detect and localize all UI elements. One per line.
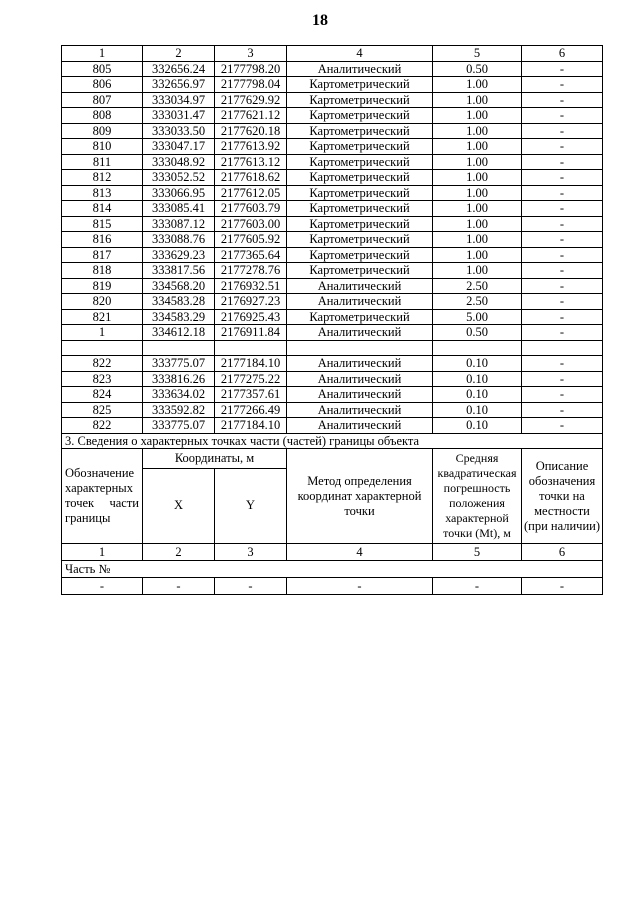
method-cell: Картометрический bbox=[287, 185, 433, 201]
header-coordinates: Координаты, м bbox=[143, 449, 287, 469]
table-row bbox=[62, 356, 603, 372]
method-cell: Аналитический bbox=[287, 356, 433, 372]
coord-x-cell: 333592.82 bbox=[143, 402, 215, 418]
coord-y-cell: 2177618.62 bbox=[215, 170, 287, 186]
column-number: 4 bbox=[287, 46, 433, 62]
point-number-cell: 824 bbox=[62, 387, 143, 403]
coord-y-cell: 2177184.10 bbox=[215, 356, 287, 372]
coord-y-cell: 2177603.79 bbox=[215, 201, 287, 217]
coord-y-cell: 2176925.43 bbox=[215, 309, 287, 325]
empty-cell bbox=[62, 340, 143, 356]
coord-x-cell: 333033.50 bbox=[143, 123, 215, 139]
coord-y-cell: 2177612.05 bbox=[215, 185, 287, 201]
point-number-cell: 813 bbox=[62, 185, 143, 201]
point-number-cell: 811 bbox=[62, 154, 143, 170]
description-cell: - bbox=[522, 154, 603, 170]
coord-y-cell: 2177275.22 bbox=[215, 371, 287, 387]
dash-cell: - bbox=[215, 578, 287, 595]
mt-value-cell: 0.50 bbox=[433, 61, 522, 77]
mt-value-cell: 1.00 bbox=[433, 247, 522, 263]
coord-x-cell: 333034.97 bbox=[143, 92, 215, 108]
mt-value-cell: 1.00 bbox=[433, 77, 522, 93]
table-row bbox=[62, 309, 603, 325]
table-row bbox=[62, 278, 603, 294]
method-cell: Картометрический bbox=[287, 123, 433, 139]
coord-x-cell: 333088.76 bbox=[143, 232, 215, 248]
point-number-cell: 810 bbox=[62, 139, 143, 155]
mt-value-cell: 1.00 bbox=[433, 108, 522, 124]
dash-cell: - bbox=[287, 578, 433, 595]
coord-x-cell: 333031.47 bbox=[143, 108, 215, 124]
coord-x-cell: 333816.26 bbox=[143, 371, 215, 387]
empty-cell bbox=[215, 340, 287, 356]
coord-y-cell: 2177278.76 bbox=[215, 263, 287, 279]
coord-x-cell: 333817.56 bbox=[143, 263, 215, 279]
column-number: 1 bbox=[62, 46, 143, 62]
description-cell: - bbox=[522, 263, 603, 279]
point-number-cell: 819 bbox=[62, 278, 143, 294]
point-number-cell: 814 bbox=[62, 201, 143, 217]
mt-value-cell: 2.50 bbox=[433, 294, 522, 310]
point-number-cell: 815 bbox=[62, 216, 143, 232]
description-cell: - bbox=[522, 170, 603, 186]
coord-x-cell: 333052.52 bbox=[143, 170, 215, 186]
column-number: 6 bbox=[522, 544, 603, 561]
coord-y-cell: 2177603.00 bbox=[215, 216, 287, 232]
empty-cell bbox=[433, 340, 522, 356]
method-cell: Картометрический bbox=[287, 247, 433, 263]
coord-x-cell: 333775.07 bbox=[143, 356, 215, 372]
column-number: 2 bbox=[143, 544, 215, 561]
mt-value-cell: 0.10 bbox=[433, 387, 522, 403]
method-cell: Картометрический bbox=[287, 77, 433, 93]
table-row bbox=[62, 387, 603, 403]
point-number-cell: 809 bbox=[62, 123, 143, 139]
description-cell: - bbox=[522, 356, 603, 372]
table-row bbox=[62, 294, 603, 310]
method-cell: Картометрический bbox=[287, 263, 433, 279]
mt-value-cell: 1.00 bbox=[433, 123, 522, 139]
header-y: Y bbox=[215, 468, 287, 543]
coord-y-cell: 2177621.12 bbox=[215, 108, 287, 124]
dash-cell: - bbox=[522, 578, 603, 595]
header-x: X bbox=[143, 468, 215, 543]
mt-value-cell: 0.10 bbox=[433, 418, 522, 434]
description-cell: - bbox=[522, 185, 603, 201]
description-cell: - bbox=[522, 92, 603, 108]
method-cell: Картометрический bbox=[287, 309, 433, 325]
table-row bbox=[62, 232, 603, 248]
method-cell: Аналитический bbox=[287, 418, 433, 434]
point-number-cell: 807 bbox=[62, 92, 143, 108]
section-3-title: 3. Сведения о характерных точках части (частей) границы объекта bbox=[62, 433, 603, 449]
header-mt: Средняя квадратическая погрешность положения характерной точки (Mt), м bbox=[433, 449, 522, 544]
coord-y-cell: 2177798.04 bbox=[215, 77, 287, 93]
point-number-cell: 808 bbox=[62, 108, 143, 124]
empty-separator-row bbox=[62, 340, 603, 356]
mt-value-cell: 1.00 bbox=[433, 263, 522, 279]
description-cell: - bbox=[522, 61, 603, 77]
description-cell: - bbox=[522, 232, 603, 248]
column-number: 3 bbox=[215, 544, 287, 561]
coord-x-cell: 334583.28 bbox=[143, 294, 215, 310]
coord-x-cell: 334612.18 bbox=[143, 325, 215, 341]
mt-value-cell: 5.00 bbox=[433, 309, 522, 325]
empty-cell bbox=[287, 340, 433, 356]
description-cell: - bbox=[522, 402, 603, 418]
method-cell: Аналитический bbox=[287, 402, 433, 418]
table-row bbox=[62, 154, 603, 170]
coord-y-cell: 2176911.84 bbox=[215, 325, 287, 341]
coord-x-cell: 333629.23 bbox=[143, 247, 215, 263]
method-cell: Картометрический bbox=[287, 139, 433, 155]
description-cell: - bbox=[522, 418, 603, 434]
dash-cell: - bbox=[62, 578, 143, 595]
header-method: Метод определения координат характерной точки bbox=[287, 449, 433, 544]
point-number-cell: 825 bbox=[62, 402, 143, 418]
method-cell: Аналитический bbox=[287, 387, 433, 403]
point-number-cell: 822 bbox=[62, 356, 143, 372]
page-number: 18 bbox=[312, 12, 328, 29]
column-number: 5 bbox=[433, 544, 522, 561]
coord-x-cell: 334568.20 bbox=[143, 278, 215, 294]
coord-y-cell: 2176927.23 bbox=[215, 294, 287, 310]
description-cell: - bbox=[522, 139, 603, 155]
point-number-cell: 817 bbox=[62, 247, 143, 263]
column-number-row bbox=[62, 46, 603, 62]
description-cell: - bbox=[522, 309, 603, 325]
method-cell: Картометрический bbox=[287, 201, 433, 217]
mt-value-cell: 1.00 bbox=[433, 185, 522, 201]
description-cell: - bbox=[522, 325, 603, 341]
coord-x-cell: 333048.92 bbox=[143, 154, 215, 170]
point-number-cell: 806 bbox=[62, 77, 143, 93]
column-number: 2 bbox=[143, 46, 215, 62]
section-3-header-row-1 bbox=[62, 449, 603, 469]
header-designation: Обозначение характерных точек части границы bbox=[62, 449, 143, 544]
mt-value-cell: 1.00 bbox=[433, 139, 522, 155]
point-number-cell: 812 bbox=[62, 170, 143, 186]
method-cell: Аналитический bbox=[287, 294, 433, 310]
method-cell: Картометрический bbox=[287, 170, 433, 186]
method-cell: Аналитический bbox=[287, 278, 433, 294]
table-row bbox=[62, 61, 603, 77]
mt-value-cell: 1.00 bbox=[433, 216, 522, 232]
table-row bbox=[62, 371, 603, 387]
description-cell: - bbox=[522, 278, 603, 294]
mt-value-cell: 0.50 bbox=[433, 325, 522, 341]
coord-y-cell: 2177184.10 bbox=[215, 418, 287, 434]
table-row bbox=[62, 247, 603, 263]
coord-y-cell: 2177605.92 bbox=[215, 232, 287, 248]
table-row bbox=[62, 418, 603, 434]
empty-cell bbox=[522, 340, 603, 356]
coord-y-cell: 2177613.92 bbox=[215, 139, 287, 155]
description-cell: - bbox=[522, 108, 603, 124]
coord-y-cell: 2177613.12 bbox=[215, 154, 287, 170]
coord-y-cell: 2177266.49 bbox=[215, 402, 287, 418]
mt-value-cell: 1.00 bbox=[433, 154, 522, 170]
coord-y-cell: 2177629.92 bbox=[215, 92, 287, 108]
coord-x-cell: 333066.95 bbox=[143, 185, 215, 201]
table-row bbox=[62, 185, 603, 201]
table-row bbox=[62, 263, 603, 279]
table-row bbox=[62, 77, 603, 93]
method-cell: Картометрический bbox=[287, 216, 433, 232]
part-number-label: Часть № bbox=[62, 561, 603, 578]
point-number-cell: 805 bbox=[62, 61, 143, 77]
section-3-column-number-row bbox=[62, 544, 603, 561]
column-number: 1 bbox=[62, 544, 143, 561]
column-number: 6 bbox=[522, 46, 603, 62]
coord-x-cell: 334583.29 bbox=[143, 309, 215, 325]
table-row bbox=[62, 216, 603, 232]
description-cell: - bbox=[522, 123, 603, 139]
description-cell: - bbox=[522, 201, 603, 217]
point-number-cell: 818 bbox=[62, 263, 143, 279]
method-cell: Аналитический bbox=[287, 61, 433, 77]
coord-x-cell: 332656.24 bbox=[143, 61, 215, 77]
description-cell: - bbox=[522, 371, 603, 387]
table-row bbox=[62, 92, 603, 108]
coord-y-cell: 2177798.20 bbox=[215, 61, 287, 77]
table-row bbox=[62, 170, 603, 186]
coord-x-cell: 333087.12 bbox=[143, 216, 215, 232]
point-number-cell: 1 bbox=[62, 325, 143, 341]
empty-cell bbox=[143, 340, 215, 356]
method-cell: Картометрический bbox=[287, 232, 433, 248]
column-number: 5 bbox=[433, 46, 522, 62]
mt-value-cell: 0.10 bbox=[433, 402, 522, 418]
description-cell: - bbox=[522, 247, 603, 263]
section-3-title-row bbox=[62, 433, 603, 449]
method-cell: Аналитический bbox=[287, 325, 433, 341]
point-number-cell: 816 bbox=[62, 232, 143, 248]
coord-y-cell: 2177365.64 bbox=[215, 247, 287, 263]
section-3-data-row bbox=[62, 578, 603, 595]
dash-cell: - bbox=[143, 578, 215, 595]
method-cell: Картометрический bbox=[287, 154, 433, 170]
coord-y-cell: 2176932.51 bbox=[215, 278, 287, 294]
dash-cell: - bbox=[433, 578, 522, 595]
table-row bbox=[62, 123, 603, 139]
description-cell: - bbox=[522, 216, 603, 232]
table-row bbox=[62, 108, 603, 124]
mt-value-cell: 1.00 bbox=[433, 92, 522, 108]
point-number-cell: 822 bbox=[62, 418, 143, 434]
table-row bbox=[62, 139, 603, 155]
mt-value-cell: 2.50 bbox=[433, 278, 522, 294]
column-number: 4 bbox=[287, 544, 433, 561]
method-cell: Картометрический bbox=[287, 92, 433, 108]
point-number-cell: 823 bbox=[62, 371, 143, 387]
mt-value-cell: 1.00 bbox=[433, 201, 522, 217]
description-cell: - bbox=[522, 77, 603, 93]
header-description: Описание обозначения точки на местности (при наличии) bbox=[522, 449, 603, 544]
coordinates-table bbox=[61, 45, 603, 595]
method-cell: Картометрический bbox=[287, 108, 433, 124]
coord-y-cell: 2177620.18 bbox=[215, 123, 287, 139]
table-row bbox=[62, 201, 603, 217]
method-cell: Аналитический bbox=[287, 371, 433, 387]
description-cell: - bbox=[522, 294, 603, 310]
column-number: 3 bbox=[215, 46, 287, 62]
description-cell: - bbox=[522, 387, 603, 403]
part-number-row bbox=[62, 561, 603, 578]
table-row bbox=[62, 325, 603, 341]
coord-x-cell: 333775.07 bbox=[143, 418, 215, 434]
point-number-cell: 821 bbox=[62, 309, 143, 325]
mt-value-cell: 1.00 bbox=[433, 232, 522, 248]
table-row bbox=[62, 402, 603, 418]
coord-x-cell: 333634.02 bbox=[143, 387, 215, 403]
coord-x-cell: 332656.97 bbox=[143, 77, 215, 93]
coord-x-cell: 333047.17 bbox=[143, 139, 215, 155]
mt-value-cell: 0.10 bbox=[433, 356, 522, 372]
coord-x-cell: 333085.41 bbox=[143, 201, 215, 217]
coord-y-cell: 2177357.61 bbox=[215, 387, 287, 403]
point-number-cell: 820 bbox=[62, 294, 143, 310]
mt-value-cell: 0.10 bbox=[433, 371, 522, 387]
mt-value-cell: 1.00 bbox=[433, 170, 522, 186]
